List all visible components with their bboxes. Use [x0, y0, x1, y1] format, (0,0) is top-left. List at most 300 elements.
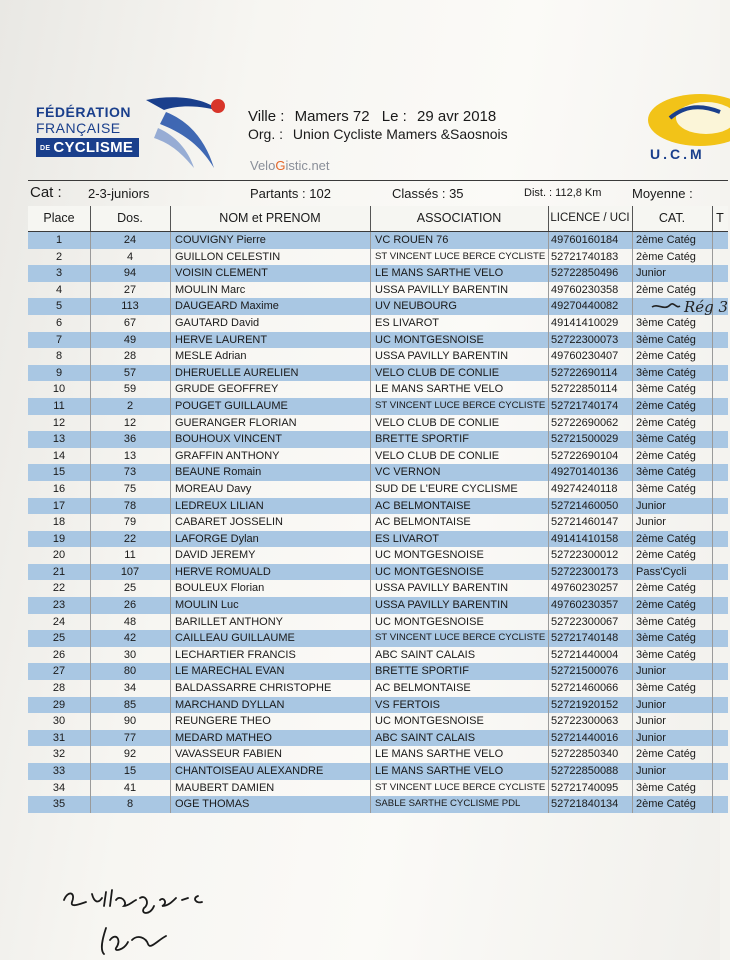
ffc-logo-line2: FRANÇAISE	[36, 120, 121, 136]
column-divider	[170, 730, 171, 747]
cat-label: Cat :	[30, 184, 62, 201]
name-cell: COUVIGNY Pierre	[175, 234, 266, 246]
association-cell: ES LIVAROT	[375, 316, 439, 329]
place-cell: 26	[52, 648, 66, 661]
association-cell: ABC SAINT CALAIS	[375, 648, 476, 661]
column-divider	[632, 647, 633, 664]
column-divider	[170, 780, 171, 797]
column-divider	[370, 398, 371, 415]
association-cell: UC MONTGESNOISE	[375, 333, 484, 346]
column-divider	[712, 232, 713, 249]
column-divider	[370, 332, 371, 349]
col-asso-header: ASSOCIATION	[370, 206, 549, 231]
table-row	[28, 763, 728, 780]
column-divider	[170, 398, 171, 415]
column-divider	[370, 481, 371, 498]
column-divider	[370, 547, 371, 564]
association-cell: VC ROUEN 76	[375, 234, 449, 246]
column-divider	[170, 796, 171, 813]
dos-cell: 92	[123, 748, 137, 761]
licence-cell: 52722850340	[551, 748, 619, 761]
table-row	[28, 415, 728, 432]
name-cell: CHANTOISEAU ALEXANDRE	[175, 765, 324, 777]
column-divider	[370, 315, 371, 332]
col-place-header: Place	[28, 206, 91, 231]
column-divider	[548, 365, 549, 382]
category-cell: Junior	[636, 715, 666, 728]
column-divider	[712, 730, 713, 747]
column-divider	[90, 780, 91, 797]
column-divider	[548, 663, 549, 680]
table-row	[28, 746, 728, 763]
name-cell: OGE THOMAS	[175, 798, 250, 811]
licence-cell: 49274240118	[551, 482, 618, 495]
column-divider	[632, 298, 633, 315]
column-divider	[370, 730, 371, 747]
column-divider	[370, 564, 371, 581]
column-divider	[632, 697, 633, 714]
place-cell: 5	[55, 300, 63, 313]
column-divider	[632, 531, 633, 548]
association-cell: UC MONTGESNOISE	[375, 615, 484, 628]
licence-cell: 52721440016	[551, 731, 619, 744]
name-cell: MOULIN Marc	[175, 283, 246, 296]
column-divider	[370, 249, 371, 266]
licence-cell: 52722300067	[551, 615, 619, 628]
name-cell: BARILLET ANTHONY	[175, 615, 283, 628]
column-divider	[632, 249, 633, 266]
column-divider	[170, 597, 171, 614]
column-divider	[90, 348, 91, 365]
column-divider	[632, 746, 633, 763]
table-row	[28, 647, 728, 664]
name-cell: HERVE ROMUALD	[175, 565, 271, 578]
category-cell: 2ème Catég	[636, 798, 696, 811]
place-cell: 17	[52, 499, 66, 512]
column-divider	[90, 265, 91, 282]
column-divider	[548, 249, 549, 266]
column-divider	[170, 713, 171, 730]
column-divider	[170, 647, 171, 664]
place-cell: 9	[55, 366, 63, 379]
table-row	[28, 298, 728, 315]
column-divider	[370, 796, 371, 813]
column-divider	[548, 298, 549, 315]
column-divider	[712, 365, 713, 382]
column-divider	[370, 431, 371, 448]
column-divider	[632, 597, 633, 614]
licence-cell: 52721460066	[551, 682, 619, 695]
race-info-bar	[28, 180, 728, 207]
name-cell: DAVID JEREMY	[175, 549, 256, 562]
column-divider	[90, 663, 91, 680]
association-cell: LE MANS SARTHE VELO	[375, 765, 504, 777]
column-divider	[90, 282, 91, 299]
column-divider	[170, 547, 171, 564]
column-divider	[632, 282, 633, 299]
category-cell: Junior	[636, 516, 666, 529]
column-divider	[548, 282, 549, 299]
association-cell: ES LIVAROT	[375, 532, 439, 545]
name-cell: BOULEUX Florian	[175, 582, 265, 595]
table-row	[28, 448, 728, 465]
name-cell: GUERANGER FLORIAN	[175, 416, 297, 429]
ffc-logo-line3	[36, 138, 139, 157]
column-divider	[712, 663, 713, 680]
table-row	[28, 315, 728, 332]
table-row	[28, 514, 728, 531]
dos-cell: 26	[123, 599, 137, 612]
place-cell: 28	[52, 682, 66, 695]
column-divider	[370, 232, 371, 249]
column-divider	[632, 796, 633, 813]
name-cell: CABARET JOSSELIN	[175, 516, 283, 529]
column-divider	[712, 415, 713, 432]
licence-cell: 52722850088	[551, 765, 619, 777]
association-cell: ST VINCENT LUCE BERCE CYCLISTE	[375, 399, 546, 411]
column-divider	[370, 580, 371, 597]
column-divider	[632, 365, 633, 382]
column-divider	[548, 746, 549, 763]
place-cell: 14	[52, 449, 66, 462]
column-divider	[170, 298, 171, 315]
name-cell: REUNGERE THEO	[175, 715, 271, 728]
category-cell: 2ème Catég	[636, 549, 696, 562]
licence-cell: 49141410158	[551, 532, 619, 545]
table-row	[28, 796, 728, 813]
place-cell: 18	[52, 516, 66, 529]
column-divider	[170, 232, 171, 249]
column-divider	[548, 448, 549, 465]
classes-count: Classés : 35	[392, 186, 464, 201]
column-divider	[370, 630, 371, 647]
name-cell: DHERUELLE AURELIEN	[175, 366, 299, 379]
licence-cell: 49760160184	[551, 234, 619, 246]
column-divider	[712, 348, 713, 365]
association-cell: UC MONTGESNOISE	[375, 549, 484, 562]
table-row	[28, 780, 728, 797]
column-divider	[548, 315, 549, 332]
column-divider	[370, 647, 371, 664]
column-divider	[712, 448, 713, 465]
dos-cell: 34	[123, 682, 137, 695]
column-divider	[548, 796, 549, 813]
col-cat-header: CAT.	[632, 206, 713, 231]
col-licence-header: LICENCE / UCI	[548, 206, 633, 231]
ffc-swoosh-icon	[136, 92, 236, 172]
name-cell: CAILLEAU GUILLAUME	[175, 632, 295, 645]
association-cell: VELO CLUB DE CONLIE	[375, 449, 500, 462]
distance-value: Dist. : 112,8 Km	[524, 187, 602, 199]
column-divider	[548, 697, 549, 714]
category-cell: Junior	[636, 499, 666, 512]
column-divider	[712, 780, 713, 797]
category-cell: 2ème Catég	[636, 234, 696, 246]
name-cell: MAUBERT DAMIEN	[175, 781, 275, 794]
column-divider	[548, 614, 549, 631]
association-cell: AC BELMONTAISE	[375, 682, 471, 695]
column-divider	[170, 564, 171, 581]
dos-cell: 28	[123, 350, 137, 363]
dos-cell: 80	[123, 665, 137, 678]
column-divider	[370, 282, 371, 299]
partants-count: Partants : 102	[250, 186, 331, 201]
column-divider	[632, 398, 633, 415]
dos-cell: 90	[123, 715, 137, 728]
column-divider	[632, 514, 633, 531]
column-divider	[370, 614, 371, 631]
column-divider	[170, 663, 171, 680]
table-row	[28, 580, 728, 597]
place-cell: 31	[52, 731, 66, 744]
dos-cell: 30	[123, 648, 137, 661]
column-divider	[632, 763, 633, 780]
association-cell: USSA PAVILLY BARENTIN	[375, 582, 509, 595]
table-body	[28, 232, 728, 813]
table-row	[28, 431, 728, 448]
name-cell: MESLE Adrian	[175, 350, 247, 363]
column-divider	[370, 597, 371, 614]
column-divider	[548, 415, 549, 432]
category-cell: 2ème Catég	[636, 350, 696, 363]
velogistic-watermark: VeloGistic.net	[250, 158, 330, 173]
column-divider	[712, 564, 713, 581]
column-divider	[90, 730, 91, 747]
name-cell: VAVASSEUR FABIEN	[175, 748, 282, 761]
column-divider	[632, 481, 633, 498]
name-cell: LECHARTIER FRANCIS	[175, 648, 296, 661]
dos-cell: 113	[121, 300, 139, 313]
licence-cell: 52721500029	[551, 433, 619, 446]
column-divider	[170, 332, 171, 349]
column-divider	[548, 232, 549, 249]
column-divider	[370, 680, 371, 697]
column-divider	[370, 348, 371, 365]
place-cell: 21	[52, 565, 66, 578]
column-divider	[370, 464, 371, 481]
column-divider	[712, 746, 713, 763]
association-cell: BRETTE SPORTIF	[375, 433, 469, 446]
column-divider	[170, 763, 171, 780]
column-divider	[90, 498, 91, 515]
column-divider	[370, 265, 371, 282]
column-divider	[90, 796, 91, 813]
place-cell: 13	[52, 433, 66, 446]
dos-cell: 8	[126, 798, 134, 811]
table-row	[28, 381, 728, 398]
column-divider	[370, 531, 371, 548]
licence-cell: 52722300173	[551, 565, 619, 578]
org-value: Union Cycliste Mamers &Saosnois	[292, 126, 508, 142]
column-divider	[170, 630, 171, 647]
association-cell: USSA PAVILLY BARENTIN	[375, 350, 509, 363]
name-cell: MOULIN Luc	[175, 599, 239, 612]
dos-cell: 42	[123, 632, 137, 645]
place-cell: 20	[52, 549, 66, 562]
column-divider	[370, 448, 371, 465]
category-cell: 3ème Catég	[636, 632, 696, 645]
association-cell: UC MONTGESNOISE	[375, 565, 484, 578]
column-divider	[712, 498, 713, 515]
category-cell: Junior	[636, 665, 666, 678]
column-divider	[712, 763, 713, 780]
association-cell: BRETTE SPORTIF	[375, 665, 469, 678]
column-divider	[370, 697, 371, 714]
column-divider	[370, 514, 371, 531]
licence-cell: 49760230257	[551, 582, 619, 595]
place-cell: 10	[52, 383, 66, 396]
category-cell: 3ème Catég	[636, 433, 696, 446]
column-divider	[548, 514, 549, 531]
licence-cell: 52721740095	[551, 781, 619, 794]
race-location	[248, 108, 496, 125]
column-divider	[712, 481, 713, 498]
column-divider	[90, 481, 91, 498]
column-divider	[370, 298, 371, 315]
column-divider	[548, 398, 549, 415]
column-divider	[170, 514, 171, 531]
licence-cell: 52721840134	[551, 798, 619, 811]
place-cell: 22	[52, 582, 66, 595]
table-row	[28, 597, 728, 614]
category-cell: 3ème Catég	[636, 682, 696, 695]
column-divider	[632, 315, 633, 332]
name-cell: MARCHAND DYLLAN	[175, 698, 285, 711]
column-divider	[90, 580, 91, 597]
column-divider	[170, 614, 171, 631]
name-cell: LE MARECHAL EVAN	[175, 665, 285, 678]
dos-cell: 11	[124, 549, 136, 562]
column-divider	[632, 630, 633, 647]
column-divider	[170, 365, 171, 382]
dos-cell: 48	[123, 615, 137, 628]
place-cell: 32	[52, 748, 66, 761]
category-cell: Junior	[636, 267, 666, 280]
column-divider	[90, 381, 91, 398]
column-divider	[548, 680, 549, 697]
ffc-logo-line1: FÉDÉRATION	[36, 104, 131, 120]
place-cell: 34	[52, 781, 66, 794]
column-divider	[370, 365, 371, 382]
place-cell: 30	[52, 715, 66, 728]
table-header	[28, 206, 728, 232]
place-cell: 1	[55, 234, 63, 246]
name-cell: LEDREUX LILIAN	[175, 499, 264, 512]
col-t-header: T	[716, 211, 724, 225]
association-cell: SABLE SARTHE CYCLISME PDL	[375, 798, 521, 810]
column-divider	[90, 431, 91, 448]
column-divider	[90, 713, 91, 730]
column-divider	[170, 448, 171, 465]
category-cell: 2ème Catég	[636, 599, 696, 612]
place-cell: 35	[52, 798, 66, 811]
table-row	[28, 547, 728, 564]
licence-cell: 49270440082	[551, 300, 619, 313]
column-divider	[712, 514, 713, 531]
column-divider	[90, 630, 91, 647]
column-divider	[170, 431, 171, 448]
column-divider	[170, 697, 171, 714]
column-divider	[170, 498, 171, 515]
column-divider	[548, 647, 549, 664]
org-label: Org. :	[248, 126, 284, 142]
place-cell: 19	[52, 532, 66, 545]
table-row	[28, 232, 728, 249]
table-row	[28, 564, 728, 581]
race-organizer	[248, 126, 508, 142]
table-row	[28, 464, 728, 481]
name-cell: GAUTARD David	[175, 316, 260, 329]
column-divider	[712, 713, 713, 730]
place-cell: 7	[55, 333, 63, 346]
licence-cell: 49760230358	[551, 283, 619, 296]
date-value: 29 avr 2018	[417, 108, 497, 125]
column-divider	[90, 365, 91, 382]
place-cell: 23	[52, 599, 66, 612]
association-cell: VELO CLUB DE CONLIE	[375, 366, 500, 379]
dos-cell: 67	[123, 316, 137, 329]
column-divider	[632, 547, 633, 564]
column-divider	[548, 498, 549, 515]
association-cell: VS FERTOIS	[375, 698, 441, 711]
association-cell: VELO CLUB DE CONLIE	[375, 416, 500, 429]
column-divider	[370, 415, 371, 432]
column-divider	[632, 448, 633, 465]
category-cell: 2ème Catég	[636, 532, 696, 545]
column-divider	[90, 697, 91, 714]
licence-cell: 52722690104	[551, 449, 619, 462]
ucm-logo-text: U.C.M	[650, 146, 705, 162]
column-divider	[712, 796, 713, 813]
category-cell: 3ème Catég	[636, 333, 696, 346]
licence-cell: 49270140136	[551, 466, 619, 479]
category-cell: 3ème Catég	[636, 781, 696, 794]
column-divider	[548, 348, 549, 365]
place-cell: 27	[52, 665, 66, 678]
ffc-logo-word: CYCLISME	[53, 139, 134, 156]
licence-cell: 52721440004	[551, 648, 619, 661]
category-cell: 3ème Catég	[636, 648, 696, 661]
column-divider	[632, 232, 633, 249]
association-cell: USSA PAVILLY BARENTIN	[375, 283, 509, 296]
column-divider	[548, 713, 549, 730]
name-cell: BOUHOUX VINCENT	[175, 433, 282, 446]
dos-cell: 49	[123, 333, 137, 346]
dos-cell: 75	[123, 482, 137, 495]
column-divider	[632, 415, 633, 432]
table-row	[28, 348, 728, 365]
moyenne-label: Moyenne :	[632, 186, 693, 201]
column-divider	[632, 680, 633, 697]
category-cell: Junior	[636, 731, 666, 744]
category-cell: 2ème Catég	[636, 449, 696, 462]
dos-cell: 2	[126, 399, 134, 412]
handwritten-correction	[650, 295, 730, 320]
association-cell: AC BELMONTAISE	[375, 516, 471, 529]
column-divider	[548, 464, 549, 481]
association-cell: USSA PAVILLY BARENTIN	[375, 599, 509, 612]
column-divider	[90, 398, 91, 415]
column-divider	[90, 315, 91, 332]
column-divider	[170, 282, 171, 299]
place-cell: 12	[52, 416, 66, 429]
dos-cell: 36	[123, 433, 137, 446]
column-divider	[712, 680, 713, 697]
col-nom-header: NOM et PRENOM	[170, 206, 371, 231]
column-divider	[370, 713, 371, 730]
association-cell: LE MANS SARTHE VELO	[375, 383, 504, 396]
column-divider	[90, 547, 91, 564]
